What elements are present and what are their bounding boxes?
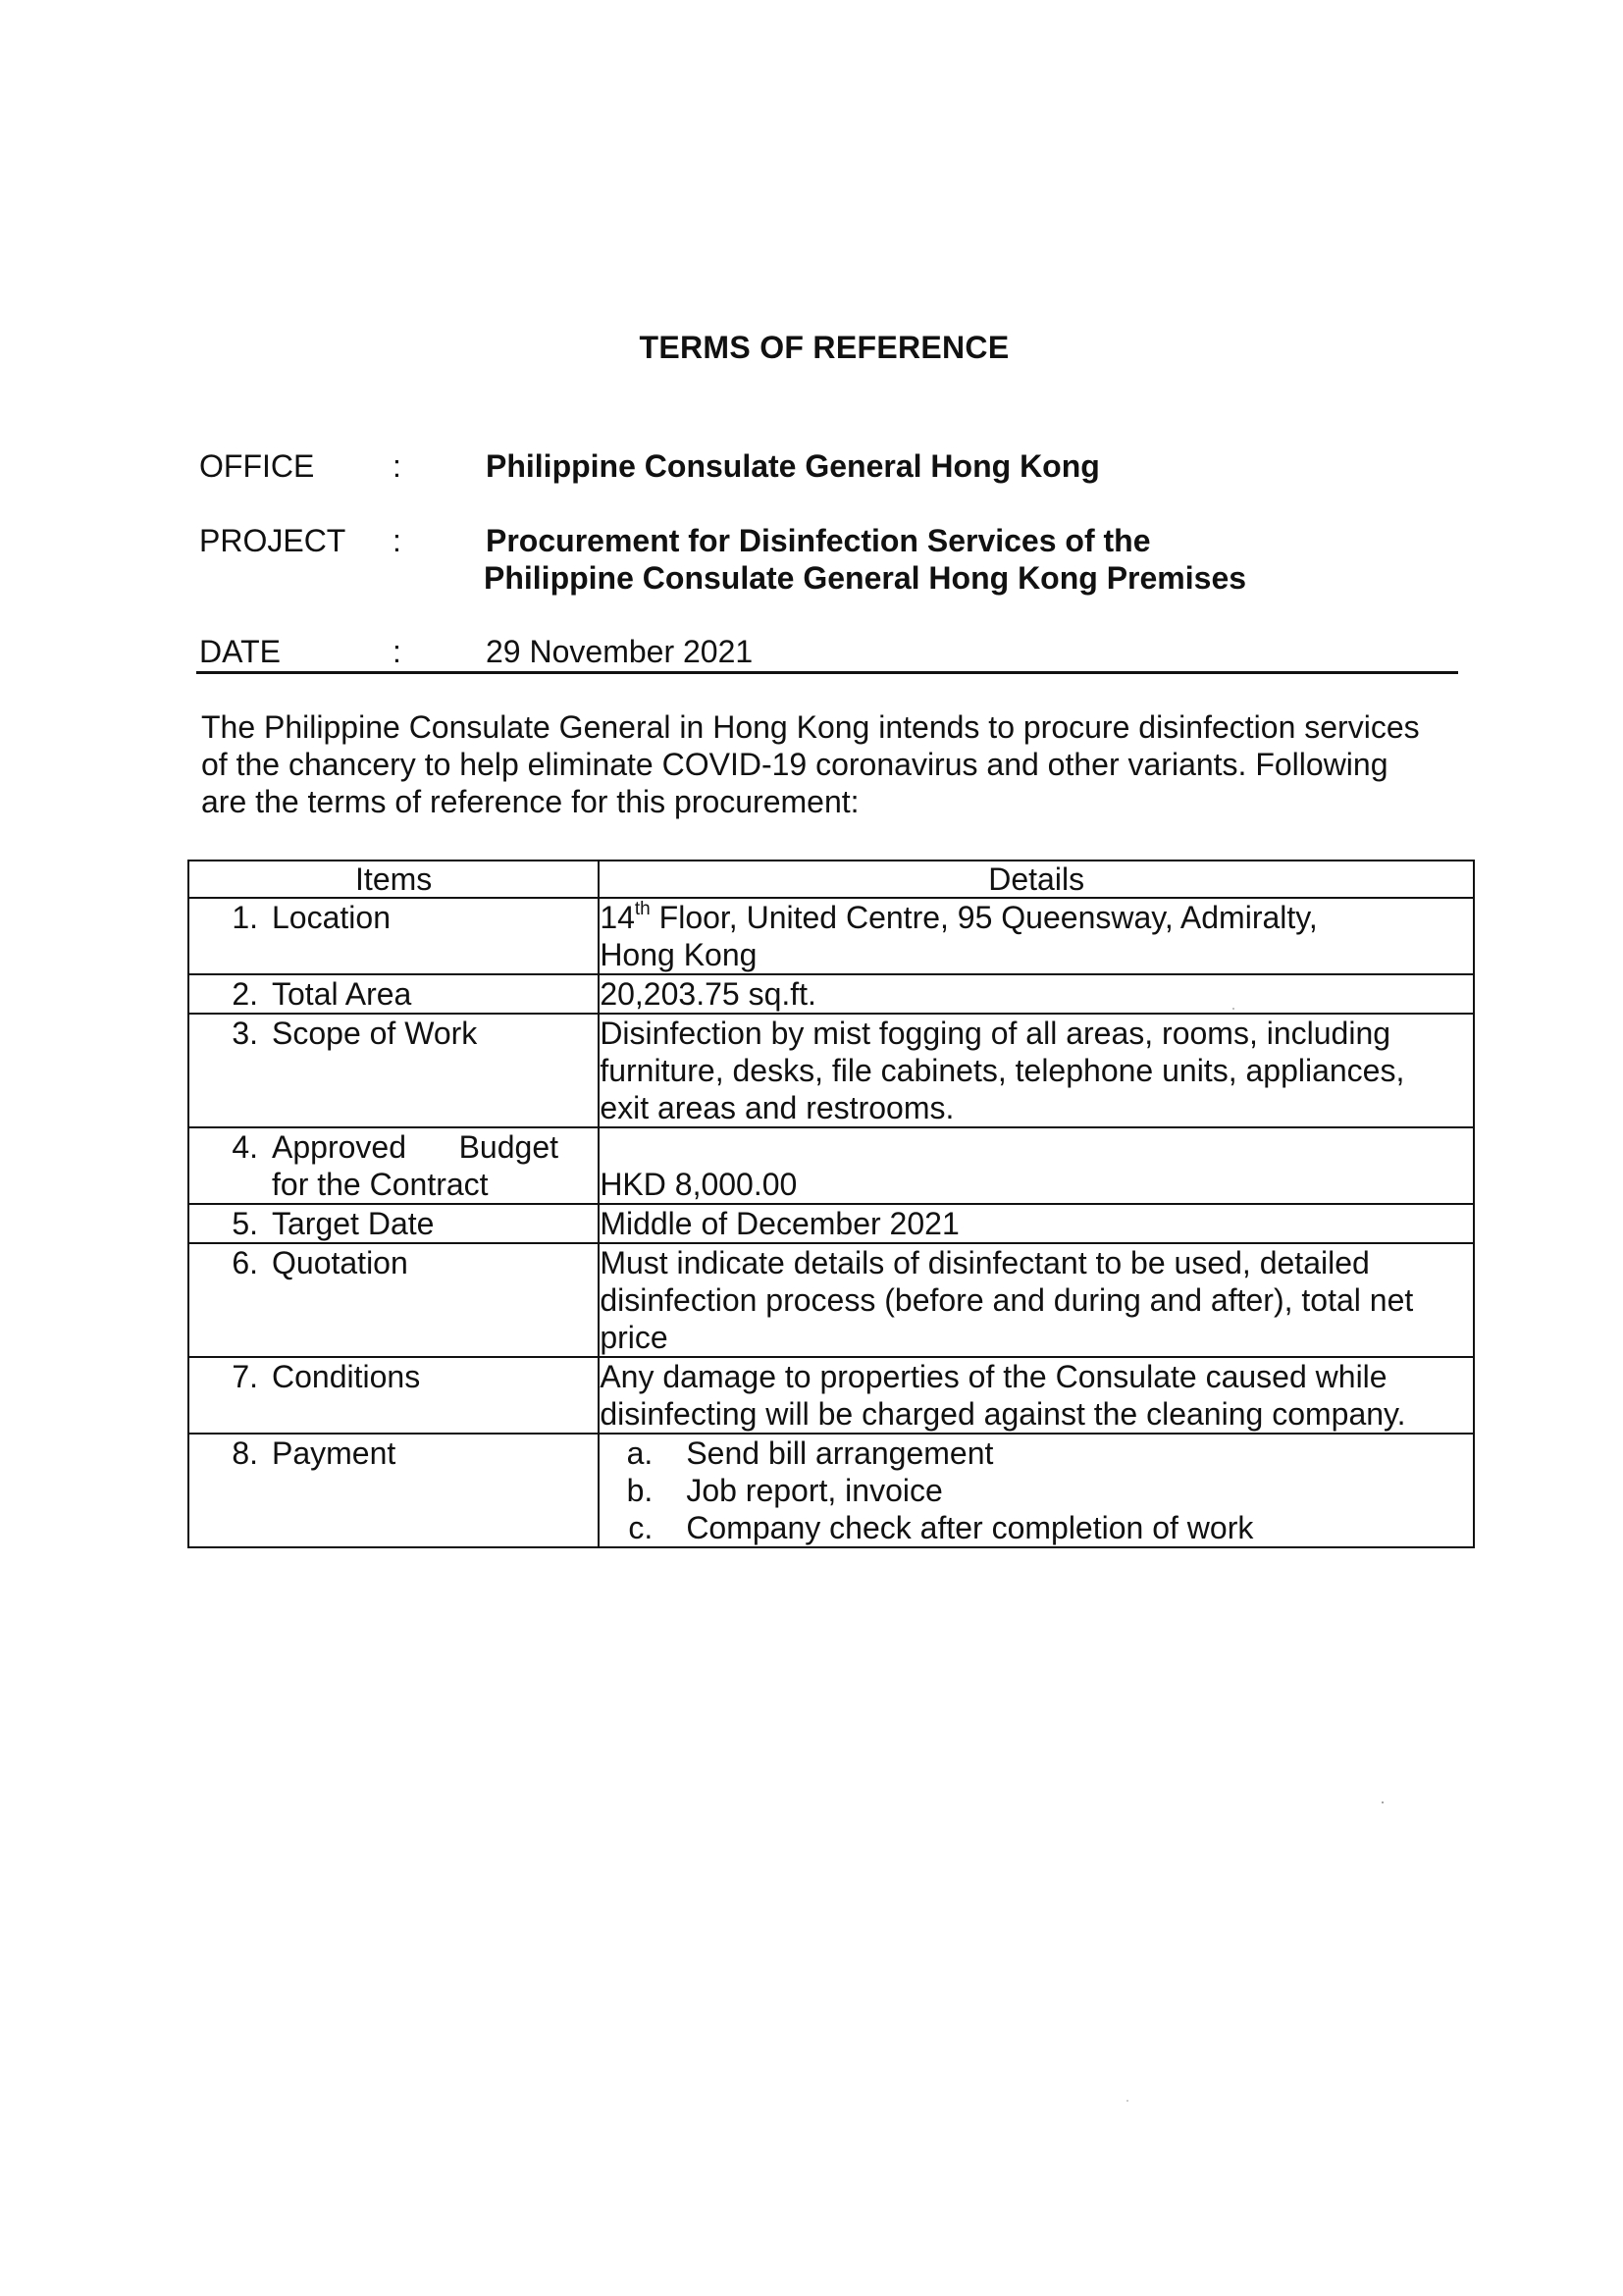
detail-line: exit areas and restrooms. (600, 1090, 955, 1125)
intro-paragraph (201, 708, 1462, 820)
item-word: Approved (272, 1129, 406, 1165)
floor-number: 14 (600, 900, 635, 935)
table-row (188, 1434, 1474, 1547)
item-cell (188, 1357, 599, 1434)
detail-line: price (600, 1320, 668, 1355)
intro-line: are the terms of reference for this procurement: (201, 784, 860, 819)
item-label: Quotation (272, 1245, 408, 1280)
project-value-line-1: Procurement for Disinfection Services of the (486, 523, 1151, 558)
item-number: 5. (232, 1206, 258, 1241)
office-label: OFFICE (199, 448, 315, 484)
detail-line: HKD 8,000.00 (600, 1167, 798, 1202)
date-label: DATE (199, 634, 281, 669)
detail-line: furniture, desks, file cabinets, telephone units, appliances, (600, 1053, 1405, 1088)
terms-table (187, 860, 1475, 1548)
detail-cell (599, 974, 1474, 1014)
detail-cell (599, 1014, 1474, 1127)
list-marker: c. (628, 1510, 654, 1545)
project-label: PROJECT (199, 523, 346, 558)
scan-speck (1126, 2100, 1128, 2102)
table-row (188, 974, 1474, 1014)
list-item-text: Company check after completion of work (686, 1510, 1254, 1545)
detail-cell (599, 1434, 1474, 1547)
table-row (188, 1204, 1474, 1243)
details-column-header: Details (599, 861, 1474, 898)
item-label: Payment (272, 1435, 396, 1471)
intro-line: The Philippine Consulate General in Hong Kong intends to procure disinfection services (201, 709, 1420, 745)
list-marker: b. (626, 1473, 654, 1508)
detail-cell (599, 1204, 1474, 1243)
list-marker: a. (626, 1435, 654, 1471)
table-row (188, 1357, 1474, 1434)
list-item (600, 1509, 1473, 1546)
item-cell (188, 974, 599, 1014)
item-cell (188, 1204, 599, 1243)
scan-speck (1232, 1008, 1234, 1010)
detail-line: Hong Kong (600, 937, 758, 972)
detail-cell (599, 1243, 1474, 1357)
list-item (600, 1472, 1473, 1509)
detail-line (600, 899, 1473, 936)
item-cell (188, 1243, 599, 1357)
item-number: 3. (232, 1016, 258, 1051)
table-row (188, 1014, 1474, 1127)
detail-cell (599, 1127, 1474, 1204)
item-word: Budget (458, 1129, 558, 1165)
item-label: Target Date (272, 1206, 435, 1241)
office-value: Philippine Consulate General Hong Kong (486, 448, 1100, 484)
item-label (272, 1128, 558, 1203)
item-cell (188, 1127, 599, 1204)
item-cell (188, 1014, 599, 1127)
item-label-line (272, 1128, 558, 1166)
detail-line: disinfecting will be charged against the cleaning company. (600, 1396, 1406, 1432)
table-row (188, 1243, 1474, 1357)
item-cell (188, 898, 599, 974)
table-header-row (188, 861, 1474, 898)
payment-list (600, 1435, 1473, 1546)
detail-line: Any damage to properties of the Consulate caused while (600, 1359, 1387, 1394)
detail-cell (599, 1357, 1474, 1434)
item-label: Scope of Work (272, 1016, 478, 1051)
item-number: 4. (232, 1129, 258, 1165)
table-row (188, 1127, 1474, 1204)
date-colon: : (393, 634, 401, 669)
item-number: 8. (232, 1435, 258, 1471)
ordinal-suffix: th (634, 899, 651, 920)
table-row (188, 898, 1474, 974)
detail-line: Middle of December 2021 (600, 1206, 960, 1241)
intro-line: of the chancery to help eliminate COVID-19 coronavirus and other variants. Following (201, 747, 1388, 782)
items-column-header: Items (188, 861, 599, 898)
project-colon: : (393, 523, 401, 558)
project-value-line-2: Philippine Consulate General Hong Kong Premises (484, 560, 1247, 596)
detail-text: Floor, United Centre, 95 Queensway, Admiralty, (650, 900, 1318, 935)
detail-line: 20,203.75 sq.ft. (600, 976, 816, 1012)
list-item-text: Send bill arrangement (686, 1435, 994, 1471)
header-divider (196, 671, 1458, 674)
detail-line: Must indicate details of disinfectant to be used, detailed (600, 1245, 1370, 1280)
office-colon: : (393, 448, 401, 484)
list-item-text: Job report, invoice (686, 1473, 943, 1508)
item-number: 7. (232, 1359, 258, 1394)
scan-speck (1382, 1801, 1384, 1803)
item-label-line: for the Contract (272, 1167, 489, 1202)
date-value: 29 November 2021 (486, 634, 754, 669)
item-number: 1. (232, 900, 258, 935)
list-item (600, 1435, 1473, 1472)
item-label: Location (272, 900, 391, 935)
item-number: 6. (232, 1245, 258, 1280)
document-title: TERMS OF REFERENCE (639, 330, 1010, 365)
item-label: Conditions (272, 1359, 421, 1394)
item-label: Total Area (272, 976, 412, 1012)
detail-cell (599, 898, 1474, 974)
detail-line: disinfection process (before and during and after), total net (600, 1282, 1414, 1318)
item-number: 2. (232, 976, 258, 1012)
detail-line: Disinfection by mist fogging of all areas, rooms, including (600, 1016, 1391, 1051)
item-cell (188, 1434, 599, 1547)
